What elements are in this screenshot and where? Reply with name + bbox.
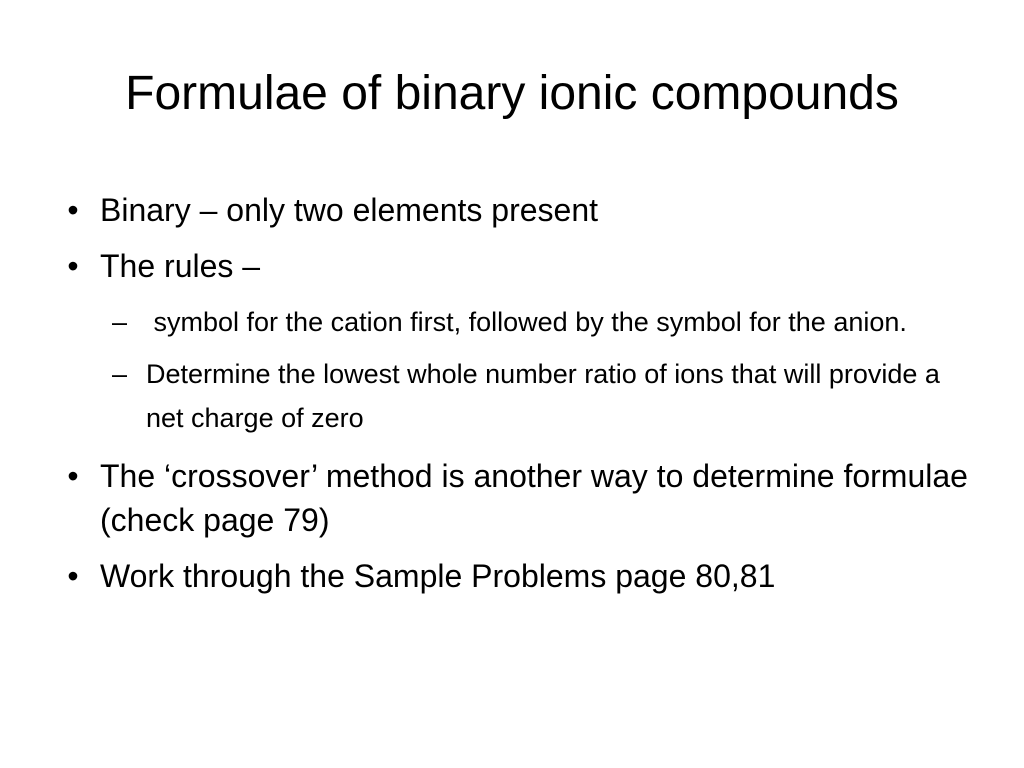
bullet-dot-icon: • — [67, 558, 79, 594]
slide-content — [58, 188, 978, 610]
bullet-dot-icon: • — [67, 192, 79, 228]
bullet-item — [58, 244, 978, 288]
bullet-dot-icon: • — [67, 248, 79, 284]
bullet-text: Work through the Sample Problems page 80,81 — [100, 558, 776, 594]
bullet-text: The rules – — [100, 248, 261, 284]
bullet-item — [58, 454, 978, 542]
bullet-item — [58, 554, 978, 598]
bullet-text: The ‘crossover’ method is another way to determine formulae (check page 79) — [100, 458, 968, 538]
sub-bullet-text: Determine the lowest whole number ratio of ions that will provide a net charge of zero — [146, 359, 940, 433]
sub-bullet-item — [58, 300, 978, 344]
sub-bullet-item — [58, 352, 978, 440]
bullet-item — [58, 188, 978, 232]
dash-icon: – — [112, 307, 128, 337]
slide-title: Formulae of binary ionic compounds — [125, 67, 899, 120]
bullet-text: Binary – only two elements present — [100, 192, 599, 228]
dash-icon: – — [112, 359, 128, 389]
bullet-dot-icon: • — [67, 458, 79, 494]
sub-bullet-text: symbol for the cation first, followed by the symbol for the anion. — [146, 307, 907, 337]
